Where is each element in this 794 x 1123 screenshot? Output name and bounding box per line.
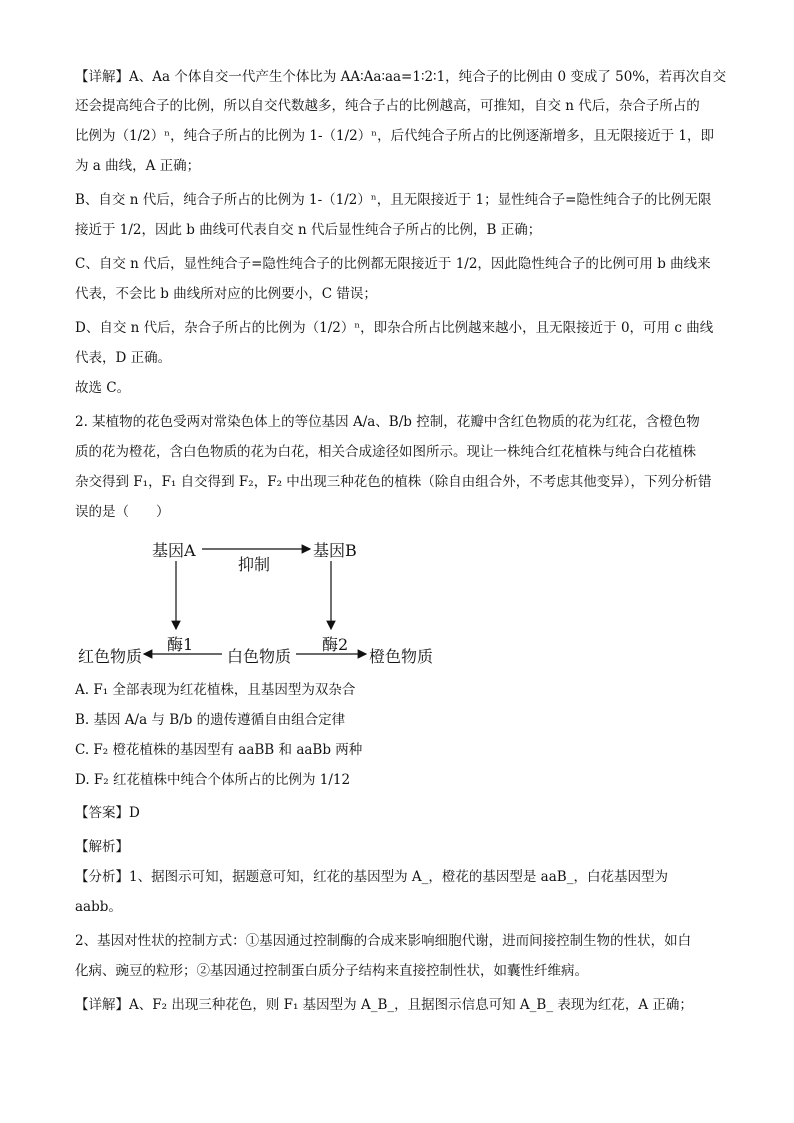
text-line: 代表，D 正确。 — [75, 350, 172, 366]
synthesis-pathway-diagram — [70, 534, 450, 674]
text-line: 化病、豌豆的粒形；②基因通过控制蛋白质分子结构来直接控制性状，如囊性纤维病。 — [75, 963, 588, 979]
text-line: 杂交得到 F₁，F₁ 自交得到 F₂，F₂ 中出现三种花色的植株（除自由组合外，不考虑其他变异），下列分析错 — [75, 474, 712, 490]
text-line: 比例为（1/2）ⁿ，纯合子所占的比例为 1-（1/2）ⁿ，后代纯合子所占的比例逐渐增多，且无限接近于 1，即 — [75, 128, 714, 144]
text-line: C. F₂ 橙花植株的基因型有 aaBB 和 aaBb 两种 — [75, 742, 363, 758]
text-line: 【详解】A、Aa 个体自交一代产生个体比为 AA∶Aa∶aa=1∶2∶1，纯合子的比例由 0 变成了 50%，若再次自交 — [75, 69, 727, 85]
text-line: 【详解】A、F₂ 出现三种花色，则 F₁ 基因型为 A_B_，且据图示信息可知 A_B_ 表现为红花，A 正确； — [75, 997, 693, 1013]
enzyme2-label: 酶2 — [322, 635, 349, 654]
text-line: A. F₁ 全部表现为红花植株，且基因型为双杂合 — [75, 682, 356, 698]
text-line: 【答案】D — [75, 805, 140, 821]
orange-substance-label: 橙色物质 — [369, 647, 434, 666]
text-line: 【分析】1、据图示可知，据题意可知，红花的基因型为 A_，橙花的基因型是 aaB_，白花基因型为 — [75, 869, 668, 885]
gene-b-label: 基因B — [313, 541, 357, 560]
text-line: B. 基因 A/a 与 B/b 的遗传遵循自由组合定律 — [75, 712, 346, 728]
text-line: 故选 C。 — [75, 380, 131, 396]
text-line: 2. 某植物的花色受两对常染色体上的等位基因 A/a、B/b 控制，花瓣中含红色物质的花为红花，含橙色物 — [75, 414, 700, 430]
red-substance-label: 红色物质 — [78, 647, 143, 666]
enzyme1-label: 酶1 — [167, 635, 194, 654]
text-line: 接近于 1/2，因此 b 曲线可代表自交 n 代后显性纯合子所占的比例，B 正确； — [75, 222, 542, 238]
text-line: 为 a 曲线，A 正确； — [75, 158, 201, 174]
text-line: 质的花为橙花，含白色物质的花为白花，相关合成途径如图所示。现让一株纯合红花植株与纯合白花植株 — [75, 444, 696, 460]
text-line: 还会提高纯合子的比例，所以自交代数越多，纯合子占的比例越高，可推知，自交 n 代后，杂合子所占的 — [75, 98, 700, 114]
text-line: D、自交 n 代后，杂合子所占的比例为（1/2）ⁿ，即杂合所占比例越来越小，且无限接近于 0，可用 c 曲线 — [75, 320, 714, 336]
text-line: aabb。 — [75, 899, 122, 915]
inhibit-label: 抑制 — [238, 555, 271, 574]
text-line: C、自交 n 代后，显性纯合子=隐性纯合子的比例都无限接近于 1/2，因此隐性纯合子的比例可用 b 曲线来 — [75, 256, 711, 272]
text-line: 误的是（ ） — [75, 504, 170, 520]
text-line: 2、基因对性状的控制方式：①基因通过控制酶的合成来影响细胞代谢，进而间接控制生物的性状，如白 — [75, 933, 692, 949]
white-substance-label: 白色物质 — [227, 647, 292, 666]
text-line: 代表，不会比 b 曲线所对应的比例要小，C 错误； — [75, 286, 377, 302]
text-line: D. F₂ 红花植株中纯合个体所占的比例为 1/12 — [75, 772, 351, 788]
gene-a-label: 基因A — [152, 541, 196, 560]
text-line: B、自交 n 代后，纯合子所占的比例为 1-（1/2）ⁿ，且无限接近于 1；显性纯合子=隐性纯合子的比例无限 — [75, 192, 712, 208]
text-line: 【解析】 — [75, 839, 129, 855]
